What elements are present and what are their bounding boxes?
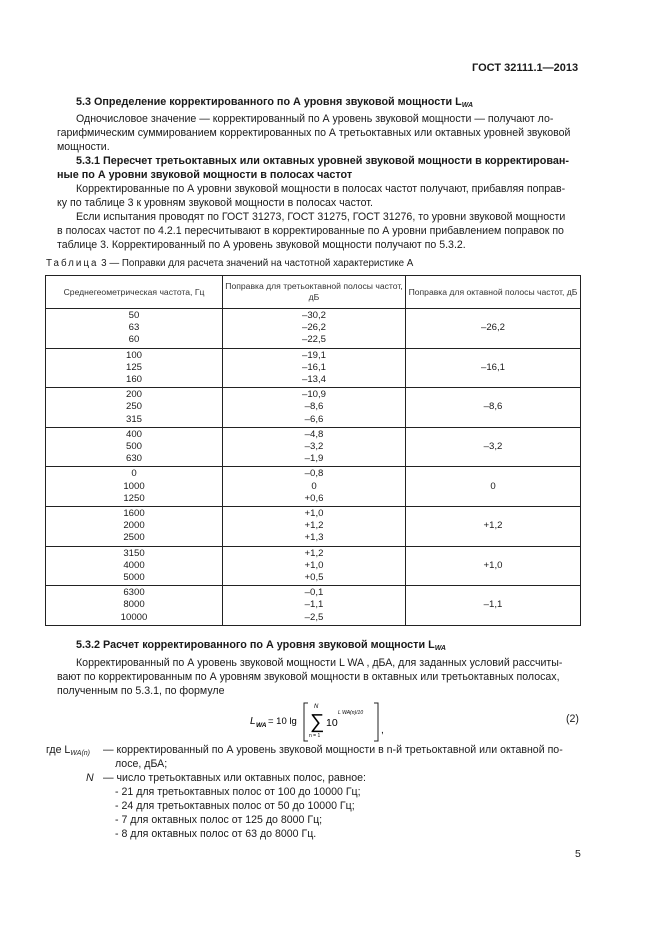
where-symbol: где LWA(n) — [46, 744, 91, 757]
octave-value: –3,2 — [483, 441, 503, 453]
freq-value: 60 — [128, 334, 140, 346]
formula-sum-bottom: n = 1 — [309, 733, 321, 739]
octave-cell — [406, 586, 581, 626]
octave-cell — [406, 348, 581, 388]
octave-cell — [406, 546, 581, 586]
third-value: –13,4 — [301, 374, 326, 386]
freq-value: 3150 — [123, 547, 145, 559]
third-value: +1,3 — [304, 532, 324, 544]
freq-value: 50 — [128, 310, 140, 321]
third-value: –0,1 — [304, 587, 324, 599]
s531-p2-line-1: Если испытания проводят по ГОСТ 31273, ГОСТ 31275, ГОСТ 31276, то уровни звуковой мощности — [76, 211, 566, 223]
table-row — [46, 427, 581, 467]
s53-line-1: Одночисловое значение — корректированный по А уровень звуковой мощности — получают ло- — [76, 113, 554, 125]
third-octave-cell — [223, 348, 406, 388]
third-value: –22,5 — [301, 334, 326, 346]
s53-line-3: мощности. — [57, 141, 110, 153]
header-third-octave: Поправка для третьоктавной полосы частот, дБ — [223, 276, 406, 309]
third-octave-cell — [223, 467, 406, 507]
formula-base: 10 — [326, 717, 338, 729]
table-row — [46, 546, 581, 586]
third-value: –1,9 — [304, 453, 324, 465]
section-5-3-1-title-l2: ные по А уровни звуковой мощности в полосах частот — [57, 169, 353, 181]
formula-number: (2) — [566, 713, 579, 725]
frequency-cell — [46, 467, 223, 507]
formula-tail: , — [381, 725, 384, 736]
section-5-3-title: 5.3 Определение корректированного по А уровня звуковой мощности $L_{WA}$ — [76, 96, 474, 109]
freq-value: 63 — [128, 322, 140, 334]
table-row — [46, 507, 581, 547]
header-octave: Поправка для октавной полосы частот, дБ — [406, 276, 581, 309]
document-code: ГОСТ 32111.1—2013 — [472, 62, 579, 74]
octave-cell — [406, 309, 581, 349]
freq-value: 1250 — [123, 492, 145, 504]
freq-value: 4000 — [123, 559, 145, 571]
third-value: –16,1 — [301, 361, 326, 373]
where-def-1-l1: — корректированный по А уровень звуковой мощности в n-й третьоктавной или октавной по- — [103, 744, 563, 756]
corrections-table — [45, 275, 581, 626]
third-value: –10,9 — [301, 389, 326, 401]
formula-right-bracket — [374, 703, 378, 741]
sum-icon: ∑ — [310, 711, 325, 733]
third-value: –6,6 — [304, 413, 324, 425]
freq-value: 100 — [125, 349, 142, 361]
third-value: +1,2 — [304, 547, 324, 559]
formula-lhs: L — [250, 716, 256, 727]
octave-cell — [406, 388, 581, 428]
octave-value: +1,2 — [483, 520, 503, 532]
third-value: –3,2 — [304, 441, 324, 453]
third-value: –26,2 — [301, 322, 326, 334]
formula-eq: = 10 lg — [268, 716, 297, 727]
third-octave-cell — [223, 507, 406, 547]
s532-line-2: вают по корректированным по А уровням звуковой мощности в октавных или третьоктавных полосах, — [57, 671, 560, 683]
s53-line-2: гарифмическим суммированием корректированных по А третьоктавных или октавных уровней звуковой — [57, 127, 571, 139]
where-item-1: - 21 для третьоктавных полос от 100 до 10000 Гц; — [115, 786, 361, 798]
table-row — [46, 309, 581, 349]
freq-value: 400 — [125, 428, 142, 440]
freq-value: 160 — [125, 374, 142, 386]
frequency-cell — [46, 309, 223, 349]
third-value: –1,1 — [304, 599, 324, 611]
s531-p1-line-2: ку по таблице 3 к уровням звуковой мощности в полосах частот. — [57, 197, 373, 209]
where-item-2: - 24 для третьоктавных полос от 50 до 10000 Гц; — [115, 800, 355, 812]
frequency-cell — [46, 546, 223, 586]
s531-p1-line-1: Корректированные по А уровни звуковой мощности в полосах частот получают, прибавляя поправ- — [76, 183, 566, 195]
formula-exponent: L WA(n)/10 — [338, 710, 364, 716]
formula-left-bracket — [304, 703, 308, 741]
where-n-def: — число третьоктавных или октавных полос, равное: — [103, 772, 366, 784]
third-octave-cell — [223, 586, 406, 626]
freq-value: 1600 — [123, 508, 145, 520]
freq-value: 315 — [125, 413, 142, 425]
third-value: +1,0 — [304, 559, 324, 571]
table-row — [46, 467, 581, 507]
where-item-4: - 8 для октавных полос от 63 до 8000 Гц. — [115, 828, 317, 840]
freq-value: 250 — [125, 401, 142, 413]
freq-value: 8000 — [123, 599, 145, 611]
table-caption: Таблица 3 — Поправки для расчета значений на частотной характеристике А — [46, 258, 414, 269]
third-value: –8,6 — [304, 401, 324, 413]
s531-p2-line-2: в полосах частот по 4.2.1 пересчитывают в корректированные по А уровни прибавлением поправок по — [57, 225, 564, 237]
table-header-row — [46, 276, 581, 309]
third-value: –19,1 — [301, 349, 326, 361]
third-value: +0,5 — [304, 572, 324, 584]
header-frequency: Среднегеометрическая частота, Гц — [46, 276, 223, 309]
freq-value: 1000 — [123, 480, 145, 492]
octave-cell — [406, 507, 581, 547]
third-value: –0,8 — [304, 468, 324, 480]
table-row — [46, 348, 581, 388]
octave-value: –8,6 — [483, 401, 503, 413]
table-row — [46, 388, 581, 428]
third-value: –2,5 — [304, 611, 324, 623]
freq-value: 2000 — [123, 520, 145, 532]
freq-value: 125 — [125, 361, 142, 373]
frequency-cell — [46, 427, 223, 467]
formula-2 — [250, 699, 395, 743]
third-value: –30,2 — [301, 310, 326, 321]
page-number: 5 — [575, 848, 581, 860]
freq-value: 5000 — [123, 572, 145, 584]
s532-line-1: Корректированный по А уровень звуковой мощности L WA , дБА, для заданных условий рассчиты- — [76, 657, 563, 669]
freq-value: 200 — [125, 389, 142, 401]
third-value: –4,8 — [304, 428, 324, 440]
octave-value: –16,1 — [480, 361, 505, 373]
octave-cell — [406, 427, 581, 467]
freq-value: 10000 — [120, 611, 148, 623]
freq-value: 500 — [125, 441, 142, 453]
octave-value: –1,1 — [483, 599, 503, 611]
where-item-3: - 7 для октавных полос от 125 до 8000 Гц; — [115, 814, 323, 826]
freq-value: 2500 — [123, 532, 145, 544]
section-5-3-1-title-l1: 5.3.1 Пересчет третьоктавных или октавных уровней звуковой мощности в корректирован- — [76, 155, 569, 167]
third-octave-cell — [223, 427, 406, 467]
where-n-symbol: N — [86, 772, 94, 784]
where-def-1-l2: лосе, дБА; — [115, 758, 168, 770]
section-5-3-2-title: 5.3.2 Расчет корректированного по А уровня звуковой мощности $L_{WA}$ — [76, 639, 446, 652]
third-value: +1,2 — [304, 520, 324, 532]
third-value: 0 — [311, 480, 317, 492]
third-octave-cell — [223, 309, 406, 349]
freq-value: 0 — [131, 468, 137, 480]
formula-sum-top: N — [314, 704, 319, 710]
octave-value: +1,0 — [483, 559, 503, 571]
formula-lhs-sub: WA — [256, 722, 267, 729]
s531-p2-line-3: таблице 3. Корректированный по А уровень звуковой мощности получают по 5.3.2. — [57, 239, 466, 251]
frequency-cell — [46, 507, 223, 547]
third-octave-cell — [223, 388, 406, 428]
third-value: +1,0 — [304, 508, 324, 520]
frequency-cell — [46, 586, 223, 626]
third-value: +0,6 — [304, 492, 324, 504]
octave-cell — [406, 467, 581, 507]
table-row — [46, 586, 581, 626]
s532-line-3: полученным по 5.3.1, по формуле — [57, 685, 225, 697]
octave-value: –26,2 — [480, 322, 505, 334]
freq-value: 6300 — [123, 587, 145, 599]
freq-value: 630 — [125, 453, 142, 465]
frequency-cell — [46, 388, 223, 428]
third-octave-cell — [223, 546, 406, 586]
octave-value: 0 — [490, 480, 496, 492]
frequency-cell — [46, 348, 223, 388]
